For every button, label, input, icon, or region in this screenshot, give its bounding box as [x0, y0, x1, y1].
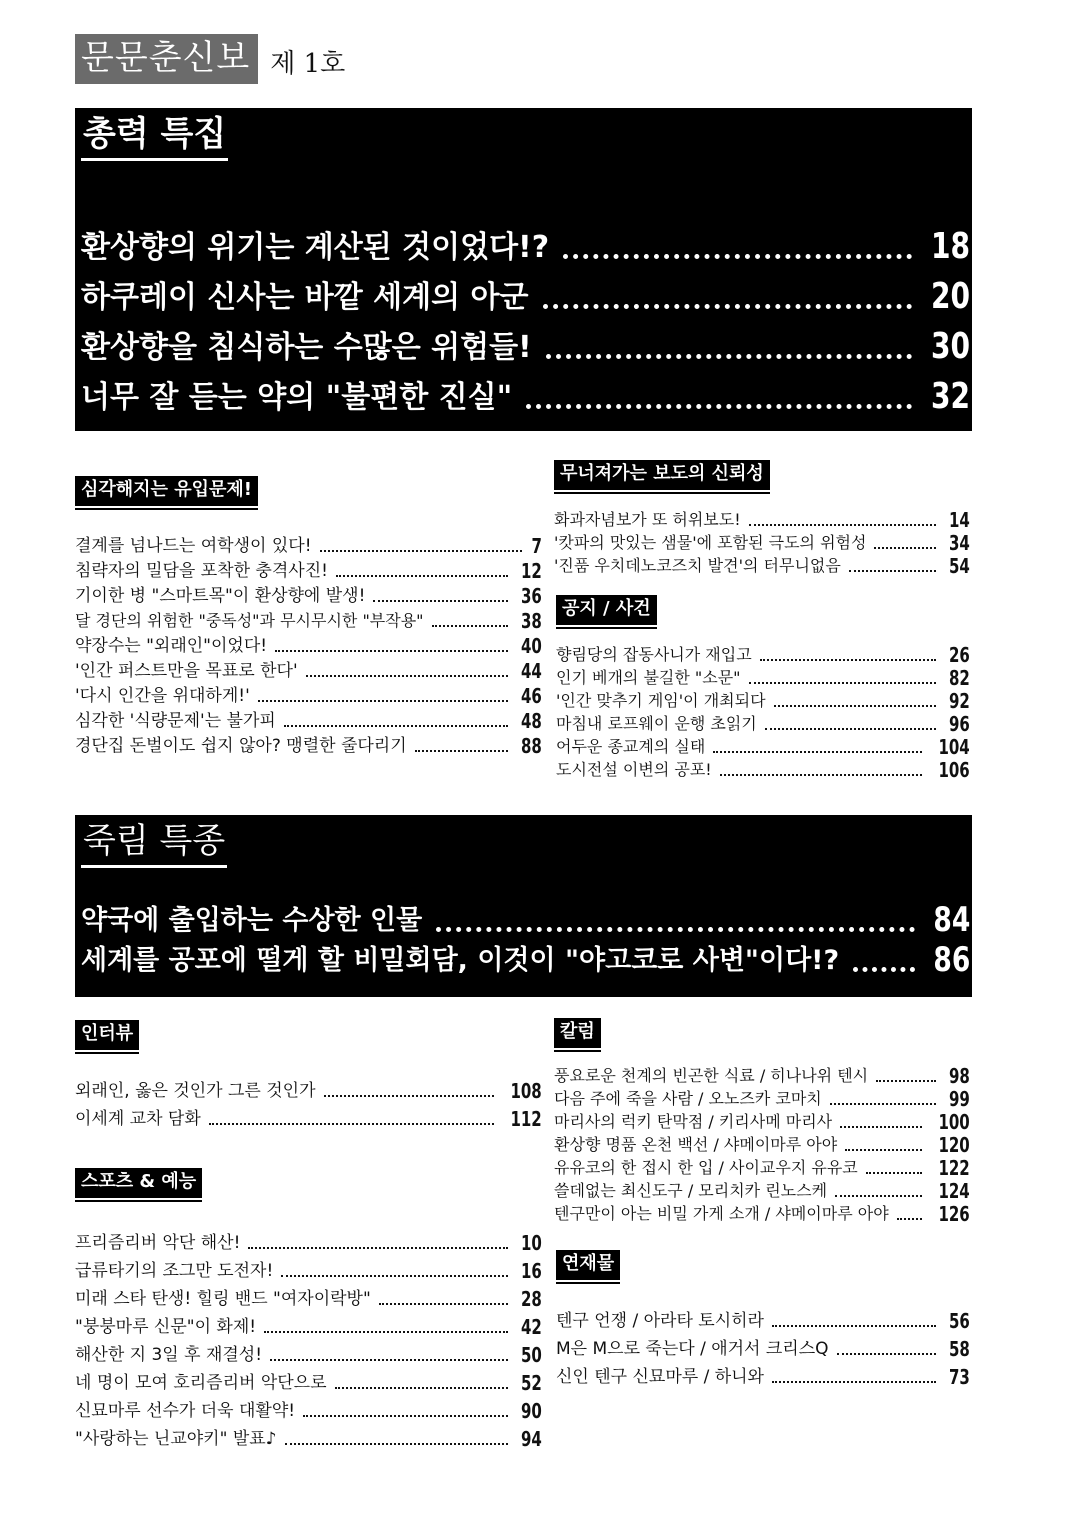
- feature-list: [81, 226, 970, 418]
- list-item[interactable]: [554, 1179, 970, 1202]
- section-list: [556, 1304, 970, 1388]
- feature-item-page: 18: [930, 226, 970, 267]
- list-item[interactable]: [554, 531, 970, 554]
- section-list: [75, 1074, 542, 1130]
- feature-row[interactable]: [81, 941, 970, 981]
- item-page: 50: [521, 1343, 542, 1367]
- item-page: 98: [949, 1064, 970, 1088]
- item-title: "사랑하는 닌교야키" 발표♪: [75, 1429, 277, 1449]
- list-item[interactable]: [75, 1366, 542, 1394]
- item-title: 유유코의 한 접시 한 입 / 사이교우지 유유코: [554, 1158, 858, 1177]
- item-title: 침략자의 밀담을 포착한 충격사진!: [75, 561, 328, 581]
- dot-leader: [526, 404, 912, 409]
- item-title: 외래인, 옳은 것인가 그른 것인가: [75, 1081, 316, 1101]
- dot-leader: [248, 1247, 508, 1249]
- item-title: 마리사의 럭키 탄막점 / 키리사메 마리사: [554, 1112, 833, 1131]
- list-item[interactable]: [75, 1074, 542, 1102]
- item-page: 40: [521, 634, 542, 658]
- list-item[interactable]: [75, 682, 542, 707]
- issue-number: 제 1호: [270, 49, 346, 79]
- item-page: 108: [510, 1079, 542, 1103]
- list-item[interactable]: [554, 1064, 970, 1087]
- dot-leader: [285, 1443, 509, 1445]
- item-title: 결계를 넘나드는 여학생이 있다!: [75, 536, 312, 556]
- dot-leader: [874, 547, 936, 549]
- feature-item-title: 환상향을 침식하는 수많은 위험들!: [81, 330, 532, 365]
- item-page: 106: [938, 758, 970, 782]
- feature-title: 죽림 특종: [81, 819, 227, 868]
- section-serial: [556, 1250, 970, 1388]
- item-title: 신인 텐구 신묘마루 / 하니와: [556, 1367, 764, 1387]
- dot-leader: [209, 1123, 494, 1125]
- list-item[interactable]: [75, 557, 542, 582]
- list-item[interactable]: [554, 1087, 970, 1110]
- list-item[interactable]: [554, 1110, 970, 1133]
- item-title: '다시 인간을 위대하게!': [75, 686, 250, 706]
- item-page: 42: [521, 1315, 542, 1339]
- item-page: 12: [521, 559, 542, 583]
- list-item[interactable]: [75, 532, 542, 557]
- feature-item-title: 하쿠레이 신사는 바깥 세계의 아군: [81, 280, 529, 315]
- section-heading: 스포츠 & 예능: [75, 1168, 202, 1198]
- item-title: 경단집 돈벌이도 쉽지 않아? 맹렬한 줄다리기: [75, 736, 407, 756]
- feature-item-page: 84: [933, 900, 970, 940]
- section-heading: 심각해지는 유입문제!: [75, 476, 258, 506]
- dot-leader: [543, 304, 912, 309]
- dot-leader: [270, 1359, 508, 1361]
- dot-leader: [845, 1149, 922, 1151]
- item-page: 100: [938, 1110, 970, 1134]
- dot-leader: [876, 1080, 936, 1082]
- item-title: 텐구 언쟁 / 아라타 토시히라: [556, 1311, 764, 1331]
- dot-leader: [436, 927, 914, 932]
- list-item[interactable]: [75, 582, 542, 607]
- list-item[interactable]: [556, 1360, 970, 1388]
- dot-leader: [373, 600, 508, 602]
- list-item[interactable]: [75, 732, 542, 757]
- item-title: '인간 퍼스트만을 목표로 한다': [75, 661, 298, 681]
- section-influx-problem: [75, 476, 542, 757]
- dot-leader: [258, 700, 508, 702]
- item-page: 82: [949, 666, 970, 690]
- list-item[interactable]: [75, 657, 542, 682]
- list-item[interactable]: [554, 508, 970, 531]
- item-page: 73: [949, 1365, 970, 1389]
- list-item[interactable]: [556, 643, 970, 666]
- item-page: 104: [938, 735, 970, 759]
- list-item[interactable]: [556, 666, 970, 689]
- item-page: 88: [521, 734, 542, 758]
- item-title: 화과자념보가 또 허위보도!: [554, 510, 741, 529]
- list-item[interactable]: [75, 1310, 542, 1338]
- dot-leader: [303, 1415, 508, 1417]
- feature-item-page: 30: [930, 326, 970, 367]
- feature-row[interactable]: [81, 268, 970, 318]
- dot-leader: [749, 524, 937, 526]
- item-page: 10: [521, 1231, 542, 1255]
- list-item[interactable]: [556, 758, 970, 781]
- item-title: 어두운 종교계의 실태: [556, 737, 706, 756]
- list-item[interactable]: [556, 1304, 970, 1332]
- list-item[interactable]: [75, 1338, 542, 1366]
- dot-leader: [774, 705, 937, 707]
- item-page: 34: [949, 531, 970, 555]
- section-list: [75, 1226, 542, 1450]
- item-page: 124: [938, 1179, 970, 1203]
- item-title: 달 경단의 위험한 "중독성"과 무시무시한 "부작용": [75, 611, 424, 630]
- item-title: 쓸데없는 최신도구 / 모리치카 린노스케: [554, 1181, 828, 1200]
- feature-item-title: 너무 잘 듣는 약의 "불편한 진실": [81, 380, 513, 415]
- list-item[interactable]: [554, 1133, 970, 1156]
- section-list: [75, 532, 542, 757]
- list-item[interactable]: [554, 554, 970, 577]
- dot-leader: [306, 675, 509, 677]
- feature-block-total: [75, 108, 972, 431]
- dot-leader: [830, 1103, 936, 1105]
- item-title: 이세계 교차 담화: [75, 1109, 201, 1129]
- feature-item-title: 환상향의 위기는 계산된 것이었다!?: [81, 230, 550, 265]
- item-page: 58: [949, 1337, 970, 1361]
- feature-row[interactable]: [81, 318, 970, 368]
- list-item[interactable]: [75, 1254, 542, 1282]
- section-list: [554, 508, 970, 577]
- item-title: 기이한 병 "스마트목"이 환상향에 발생!: [75, 586, 366, 606]
- feature-block-bamboo: [75, 815, 972, 997]
- dot-leader: [837, 1353, 937, 1355]
- item-page: 16: [521, 1259, 542, 1283]
- list-item[interactable]: [75, 1422, 542, 1450]
- feature-row[interactable]: [81, 897, 970, 941]
- item-page: 94: [521, 1427, 542, 1451]
- dot-leader: [546, 354, 912, 359]
- item-page: 96: [949, 712, 970, 736]
- item-title: 향림당의 잡동사니가 재입고: [556, 645, 752, 664]
- item-title: 신묘마루 선수가 더욱 대활약!: [75, 1401, 296, 1421]
- feature-item-page: 32: [930, 376, 970, 417]
- feature-row[interactable]: [81, 218, 970, 268]
- dot-leader: [275, 650, 508, 652]
- item-page: 28: [521, 1287, 542, 1311]
- item-page: 14: [949, 508, 970, 532]
- item-title: 마침내 로프웨이 운행 초읽기: [556, 714, 757, 733]
- item-title: 다음 주에 죽을 사람 / 오노즈카 코마치: [554, 1089, 822, 1108]
- item-page: 122: [938, 1156, 970, 1180]
- item-page: 36: [521, 584, 542, 608]
- item-page: 90: [521, 1399, 542, 1423]
- dot-leader: [713, 751, 922, 753]
- feature-list: [81, 897, 970, 981]
- item-title: 도시전설 이변의 공포!: [556, 760, 712, 779]
- dot-leader: [853, 967, 915, 972]
- dot-leader: [335, 1387, 509, 1389]
- section-column: [554, 1018, 970, 1225]
- section-heading: 연재물: [556, 1250, 620, 1280]
- feature-title: 총력 특집: [81, 112, 228, 161]
- item-page: 44: [521, 659, 542, 683]
- item-page: 92: [949, 689, 970, 713]
- list-item[interactable]: [556, 735, 970, 758]
- item-title: 환상향 명품 온천 백선 / 샤메이마루 아야: [554, 1135, 838, 1154]
- list-item[interactable]: [75, 1282, 542, 1310]
- feature-item-page: 86: [933, 940, 970, 980]
- dot-leader: [281, 1275, 508, 1277]
- list-item[interactable]: [75, 607, 542, 632]
- list-item[interactable]: [556, 712, 970, 735]
- item-title: M은 M으로 죽는다 / 애거서 크리스Q: [556, 1339, 829, 1359]
- dot-leader: [415, 750, 509, 752]
- newspaper-title: 문문춘신보: [75, 34, 258, 84]
- item-page: 26: [949, 643, 970, 667]
- list-item[interactable]: [75, 1226, 542, 1254]
- item-title: 텐구만이 아는 비밀 가게 소개 / 샤메이마루 아야: [554, 1204, 889, 1223]
- section-heading: 공지 / 사건: [556, 595, 657, 625]
- list-item[interactable]: [556, 689, 970, 712]
- section-sports-entertainment: [75, 1168, 542, 1450]
- dot-leader: [284, 725, 508, 727]
- item-page: 48: [521, 709, 542, 733]
- list-item[interactable]: [554, 1202, 970, 1225]
- item-page: 54: [949, 554, 970, 578]
- dot-leader: [379, 1303, 508, 1305]
- item-title: 미래 스타 탄생! 힐링 밴드 "여자이락방": [75, 1289, 371, 1309]
- item-page: 52: [521, 1371, 542, 1395]
- dot-leader: [320, 550, 523, 552]
- item-title: '인간 맞추기 게임'이 개최되다: [556, 691, 766, 710]
- list-item[interactable]: [75, 707, 542, 732]
- feature-row[interactable]: [81, 368, 970, 418]
- section-heading: 인터뷰: [75, 1020, 139, 1050]
- dot-leader: [760, 659, 937, 661]
- dot-leader: [749, 682, 937, 684]
- item-title: 인기 베개의 불길한 "소문": [556, 668, 741, 687]
- list-item[interactable]: [75, 632, 542, 657]
- item-page: 99: [949, 1087, 970, 1111]
- dot-leader: [563, 254, 912, 259]
- section-heading: 칼럼: [554, 1018, 601, 1048]
- masthead: [75, 34, 345, 84]
- dot-leader: [866, 1172, 923, 1174]
- dot-leader: [835, 1195, 922, 1197]
- list-item[interactable]: [75, 1102, 542, 1130]
- section-list: [556, 643, 970, 781]
- dot-leader: [765, 728, 936, 730]
- item-title: 풍요로운 천계의 빈곤한 식료 / 히나나위 텐시: [554, 1066, 869, 1085]
- item-title: 심각한 '식량문제'는 불가피: [75, 711, 276, 731]
- section-heading: 무너져가는 보도의 신뢰성: [554, 460, 770, 490]
- item-page: 126: [938, 1202, 970, 1226]
- dot-leader: [897, 1218, 923, 1220]
- feature-item-title: 세계를 공포에 떨게 할 비밀회담, 이것이 "야고코로 사변"이다!?: [81, 945, 840, 976]
- item-title: 네 명이 모여 호리즘리버 악단으로: [75, 1373, 327, 1393]
- dot-leader: [324, 1095, 495, 1097]
- item-title: 해산한 지 3일 후 재결성!: [75, 1345, 263, 1365]
- dot-leader: [264, 1331, 508, 1333]
- item-page: 7: [531, 534, 542, 558]
- section-interview: [75, 1020, 542, 1130]
- item-page: 56: [949, 1309, 970, 1333]
- item-title: 급류타기의 조그만 도전자!: [75, 1261, 274, 1281]
- item-page: 120: [938, 1133, 970, 1157]
- item-page: 38: [521, 609, 542, 633]
- item-title: '진품 우치데노코즈치 발견'의 터무니없음: [554, 556, 841, 575]
- list-item[interactable]: [554, 1156, 970, 1179]
- item-title: '캇파의 맛있는 샘물'에 포함된 극도의 위험성: [554, 533, 867, 552]
- item-title: 프리즘리버 악단 해산!: [75, 1233, 241, 1253]
- dot-leader: [772, 1325, 936, 1327]
- section-list: [554, 1064, 970, 1225]
- dot-leader: [840, 1126, 922, 1128]
- list-item[interactable]: [556, 1332, 970, 1360]
- item-title: 약장수는 "외래인"이었다!: [75, 636, 268, 656]
- dot-leader: [432, 625, 509, 627]
- dot-leader: [720, 774, 923, 776]
- list-item[interactable]: [75, 1394, 542, 1422]
- item-page: 112: [510, 1107, 542, 1131]
- item-title: "붕붕마루 신문"이 화제!: [75, 1317, 257, 1337]
- dot-leader: [772, 1381, 936, 1383]
- section-notice-incident: [556, 595, 970, 781]
- feature-item-title: 약국에 출입하는 수상한 인물: [81, 905, 423, 936]
- dot-leader: [336, 575, 508, 577]
- section-press-credibility: [554, 460, 970, 577]
- feature-item-page: 20: [930, 276, 970, 317]
- dot-leader: [849, 570, 936, 572]
- item-page: 46: [521, 684, 542, 708]
